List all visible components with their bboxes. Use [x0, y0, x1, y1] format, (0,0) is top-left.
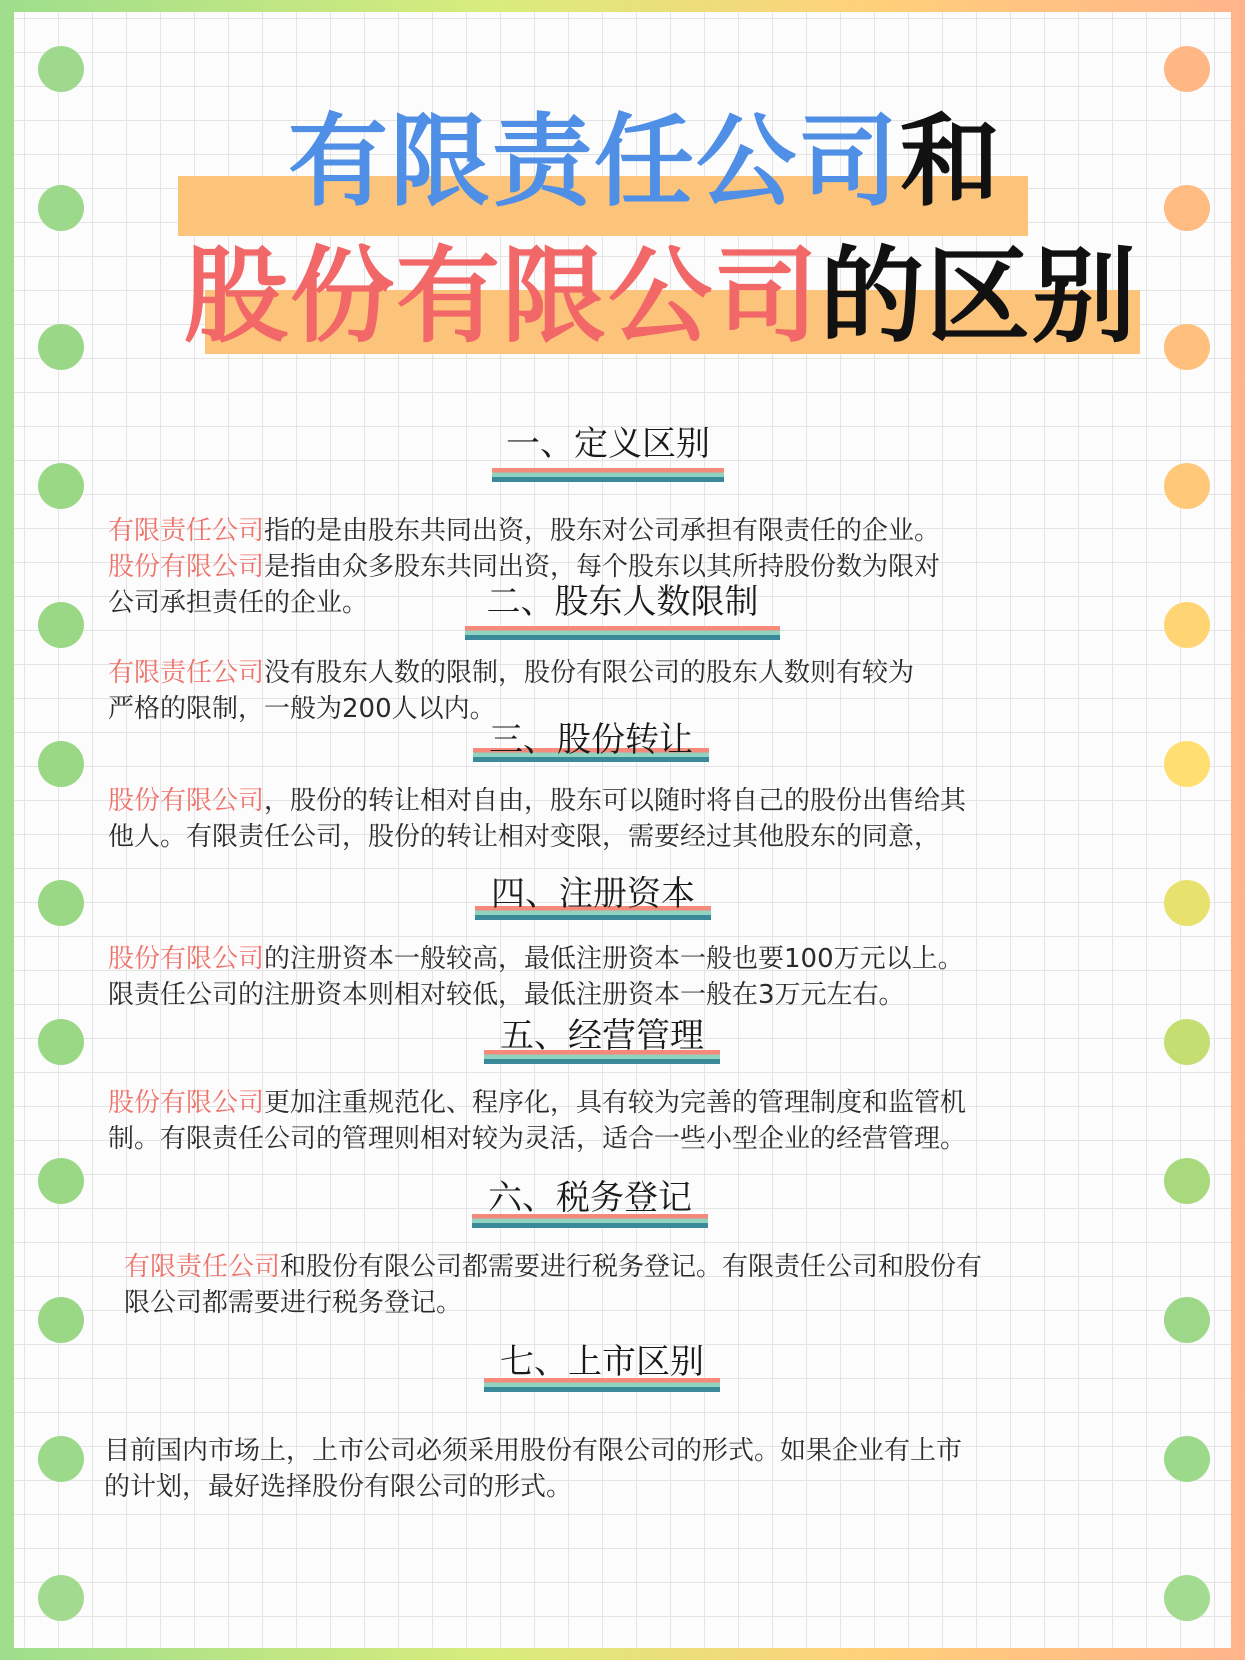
line-text: 限公司都需要进行税务登记。	[124, 1288, 463, 1318]
section-heading: 二、股东人数限制	[486, 582, 759, 622]
line-text: 是指由众多股东共同出资，每个股东以其所持股份数为限对	[264, 552, 941, 582]
line-text: 限责任公司的注册资本则相对较低，最低注册资本一般在3万元左右。	[108, 980, 905, 1010]
section-line	[108, 1086, 966, 1120]
highlight-term: 股份有限公司	[108, 1088, 265, 1118]
decorative-dot	[38, 1436, 84, 1482]
decorative-dot	[1164, 1158, 1210, 1204]
title-term-joint-stock: 股份有限公司	[184, 235, 821, 357]
decorative-dot	[1164, 741, 1210, 787]
page-title-line-1	[288, 102, 1245, 222]
section-line	[108, 550, 940, 584]
section-line	[108, 656, 914, 690]
section-heading: 七、上市区别	[500, 1342, 704, 1382]
highlight-term: 有限责任公司	[108, 658, 265, 688]
heading-underline	[492, 468, 724, 482]
title-term-llc: 有限责任公司	[288, 103, 900, 220]
line-text: 和股份有限公司都需要进行税务登记。有限责任公司和股份有	[280, 1252, 983, 1282]
section-line	[108, 820, 940, 854]
line-text: 目前国内市场上，上市公司必须采用股份有限公司的形式。如果企业有上市	[104, 1436, 963, 1466]
section-heading: 六、税务登记	[488, 1178, 692, 1218]
decorative-dot	[1164, 463, 1210, 509]
highlight-term: 股份有限公司	[108, 944, 265, 974]
decorative-dot	[1164, 602, 1210, 648]
title-connector: 和	[900, 103, 1002, 220]
highlight-term: 有限责任公司	[124, 1252, 281, 1282]
highlight-term: 股份有限公司	[108, 786, 265, 816]
section-line	[108, 692, 496, 726]
decorative-dot	[38, 1297, 84, 1343]
decorative-dot	[38, 463, 84, 509]
decorative-dot	[1164, 880, 1210, 926]
line-text: 公司承担责任的企业。	[108, 588, 369, 618]
section-line	[104, 1470, 572, 1504]
highlight-term: 股份有限公司	[108, 552, 265, 582]
section-heading: 五、经营管理	[500, 1016, 704, 1056]
decorative-dot	[1164, 1575, 1210, 1621]
section-line	[108, 784, 966, 818]
section-line	[108, 942, 964, 976]
decorative-dot	[38, 741, 84, 787]
decorative-dot	[38, 324, 84, 370]
decorative-dot	[38, 880, 84, 926]
section-heading: 一、定义区别	[506, 424, 710, 464]
section-heading: 四、注册资本	[491, 874, 695, 914]
line-text: 更加注重规范化、程序化，具有较为完善的管理制度和监管机	[264, 1088, 967, 1118]
line-text: 的计划，最好选择股份有限公司的形式。	[104, 1472, 573, 1502]
decorative-dot	[1164, 1019, 1210, 1065]
section-line	[108, 514, 940, 548]
line-text: 的注册资本一般较高，最低注册资本一般也要100万元以上。	[264, 944, 964, 974]
decorative-dot	[1164, 46, 1210, 92]
section-line	[124, 1286, 462, 1320]
section-line	[108, 1122, 966, 1156]
section-line	[124, 1250, 982, 1284]
line-text: 他人。有限责任公司，股份的转让相对变限，需要经过其他股东的同意，	[108, 822, 941, 852]
decorative-dot	[38, 185, 84, 231]
line-text: 指的是由股东共同出资，股东对公司承担有限责任的企业。	[264, 516, 941, 546]
decorative-dot	[38, 46, 84, 92]
decorative-dot	[38, 1019, 84, 1065]
line-text: 没有股东人数的限制，股份有限公司的股东人数则有较为	[264, 658, 915, 688]
highlight-term: 有限责任公司	[108, 516, 265, 546]
section-line	[108, 586, 368, 620]
decorative-dot	[1164, 1436, 1210, 1482]
decorative-dot	[1164, 1297, 1210, 1343]
line-text: 严格的限制，一般为200人以内。	[108, 694, 496, 724]
page-title-line-2	[184, 234, 1245, 358]
section-line	[108, 978, 905, 1012]
decorative-dot	[38, 1575, 84, 1621]
section-heading: 三、股份转让	[489, 720, 693, 760]
section-line	[104, 1434, 962, 1468]
decorative-dot	[38, 1158, 84, 1204]
title-suffix: 的区别	[820, 235, 1139, 357]
decorative-dot	[38, 602, 84, 648]
line-text: 制。有限责任公司的管理则相对较为灵活，适合一些小型企业的经营管理。	[108, 1124, 967, 1154]
line-text: ，股份的转让相对自由，股东可以随时将自己的股份出售给其	[264, 786, 967, 816]
heading-underline	[465, 626, 780, 640]
